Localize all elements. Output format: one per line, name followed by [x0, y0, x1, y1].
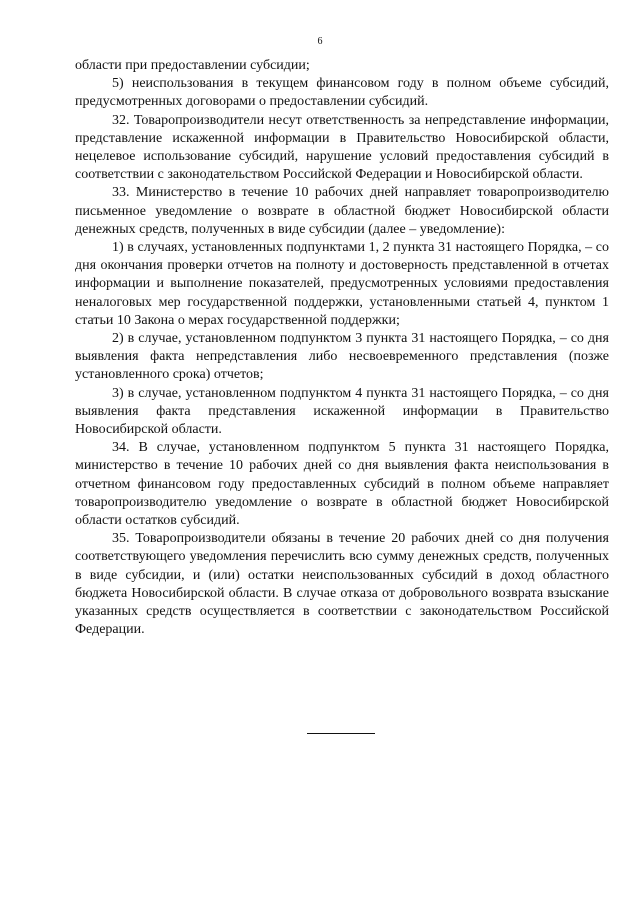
page-number: 6: [317, 36, 323, 47]
paragraph-32: 32. Товаропроизводители несут ответственность за непредставление информации, представление искаженной информации в Правительство Новосибирской области, нецелевое использование субсидий, нарушение условий предоставления субсидий в соответствии с законодательством Российской Федерации и Новосибирской области.: [75, 112, 609, 183]
paragraph-34: 34. В случае, установленном подпунктом 5 пункта 31 настоящего Порядка, министерство в течение 10 рабочих дней со дня выявления факта неиспользования в отчетном финансовом году предоставленных субсидий в полном объеме направляет товаропроизводителю уведомление о возврате в областной бюджет Новосибирской области остатков субсидий.: [75, 440, 609, 529]
paragraph-33: 33. Министерство в течение 10 рабочих дней направляет товаропроизводителю письменное уведомление о возврате в областной бюджет Новосибирской области денежных средств, полученных в виде субсидии (далее – уведомление):: [75, 185, 609, 237]
paragraph-35: 35. Товаропроизводители обязаны в течение 20 рабочих дней со дня получения соответствующего уведомления перечислить всю сумму денежных средств, полученных в виде субсидии, и (или) остатки неиспользованных субсидий в доход областного бюджета Новосибирской области. В случае отказа от добровольного возврата взыскание указанных средств осуществляется в соответствии с законодательством Российской Федерации.: [75, 531, 609, 638]
end-of-document-rule: [307, 733, 375, 734]
paragraph-item-5: 5) неиспользования в текущем финансовом году в полном объеме субсидий, предусмотренных договорами о предоставлении субсидий.: [75, 76, 609, 110]
paragraph-33-item-3: 3) в случае, установленном подпунктом 4 пункта 31 настоящего Порядка, – со дня выявления факта представления искаженной информации в Правительство Новосибирской области.: [75, 385, 609, 438]
document-body: [75, 57, 609, 640]
paragraph-continuation: области при предоставлении субсидии;: [75, 58, 310, 73]
paragraph-33-item-2: 2) в случае, установленном подпунктом 3 пункта 31 настоящего Порядка, – со дня выявления факта непредставления либо несвоевременного представления (позже установленного срока) отчетов;: [75, 331, 609, 383]
paragraph-33-item-1: 1) в случаях, установленных подпунктами 1, 2 пункта 31 настоящего Порядка, – со дня окончания проверки отчетов на полноту и достоверность представленной в отчетах информации и выполнение показателей, предусмотренных условиями предоставления неналоговых мер государственной поддержки, установленными статьей 4, пунктом 1 статьи 10 Закона о мерах государственной поддержки;: [75, 240, 609, 328]
